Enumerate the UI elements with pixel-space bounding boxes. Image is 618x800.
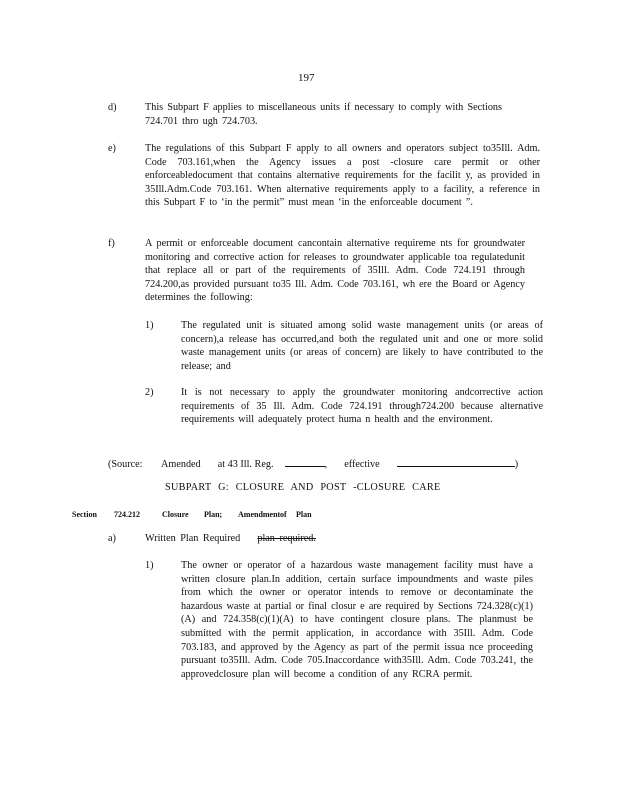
item-f2-marker: 2)	[145, 387, 154, 398]
source-at: at 43 Ill. Reg.	[217, 459, 274, 470]
item-a-marker: a)	[108, 533, 116, 544]
item-a-text	[145, 532, 505, 546]
item-a1-text: The owner or operator of a hazardous waste management facility must have a written closure plan.In addition, certain surface impoundments and waste piles from which the owner or operator intends to remove or decontaminate the hazardous waste at partial or final closur e are required by Sections 724.328(c)(1)(A) and 724.358(c)(1)(A) to have contingent closure plans. The planmust be submitted with the permit application, in accordance with 35Ill. Adm. Code 703.183, and approved by the Agency as part of the permit issua nce proceeding pursuant to35Ill. Adm. Code 705.Inaccordance with35Ill. Adm. Code 703.241, the approvedclosure plan will become a condition of any RCRA permit.	[181, 560, 533, 680]
item-f2-text: It is not necessary to apply the groundwater monitoring andcorrective action requirements of 35 Ill. Adm. Code 724.191 through724.200 because alternative requirements will adequately protect huma n health and the environment.	[181, 387, 543, 426]
source-amended: Amended	[161, 459, 201, 470]
item-d-marker: d)	[108, 102, 117, 113]
source-comma: ,	[324, 459, 328, 470]
page-number: 197	[298, 72, 315, 84]
item-a-struck-text: plan required.	[257, 533, 316, 544]
section-title-word-1: Closure	[162, 510, 189, 519]
item-e-text: The regulations of this Subpart F apply to all owners and operators subject to35Ill. Adm. Code 703.161,when the Agency issues a post -closure care permit or other enforceabledocument that contains alternative requirements for the facilit y, as provided in 35Ill.Adm.Code 703.161. When alternative requirements apply to a facility, a reference in this Subpart F to ‘in the permit” must mean ‘in the enforceable document ”.	[145, 143, 540, 209]
subpart-heading: SUBPART G: CLOSURE AND POST -CLOSURE CARE	[165, 482, 441, 493]
item-f1-text: The regulated unit is situated among solid waste management units (or areas of concern),a release has occurred,and both the regulated unit and one or more solid waste management units (or areas of concern) are likely to have contributed to the release; and	[181, 320, 543, 372]
source-effective: effective	[344, 459, 380, 470]
section-title-word-2: Plan;	[204, 510, 223, 519]
register-blank	[285, 455, 325, 467]
section-heading	[72, 508, 312, 522]
item-f-text: A permit or enforceable document cancontain alternative requireme nts for groundwater monitoring and corrective action for releases to groundwater applicable toa regulatedunit that replace all or part of the requirements of 35Ill. Adm. Code 724.191 through 724.200,as provided pursuant to35 Ill. Adm. Code 703.161, wh ere the Board or Agency determines the following:	[145, 238, 525, 304]
item-a-title: Written Plan Required	[145, 533, 241, 544]
source-close: )	[514, 459, 519, 470]
section-label: Section	[72, 510, 97, 519]
section-number: 724.212	[114, 510, 140, 519]
item-f1-marker: 1)	[145, 320, 154, 331]
item-e-marker: e)	[108, 143, 116, 154]
section-title-word-3: Amendment	[238, 510, 281, 519]
item-d-text: This Subpart F applies to miscellaneous units if necessary to comply with Sections 724.701 thro ugh 724.703.	[145, 102, 502, 127]
section-title-word-5: Plan	[296, 510, 312, 519]
effective-date-blank	[397, 455, 515, 467]
item-f-marker: f)	[108, 238, 115, 249]
item-a1-marker: 1)	[145, 560, 154, 571]
section-title-word-4: of	[280, 510, 287, 519]
source-open: (Source:	[108, 459, 143, 470]
source-note	[108, 455, 518, 472]
